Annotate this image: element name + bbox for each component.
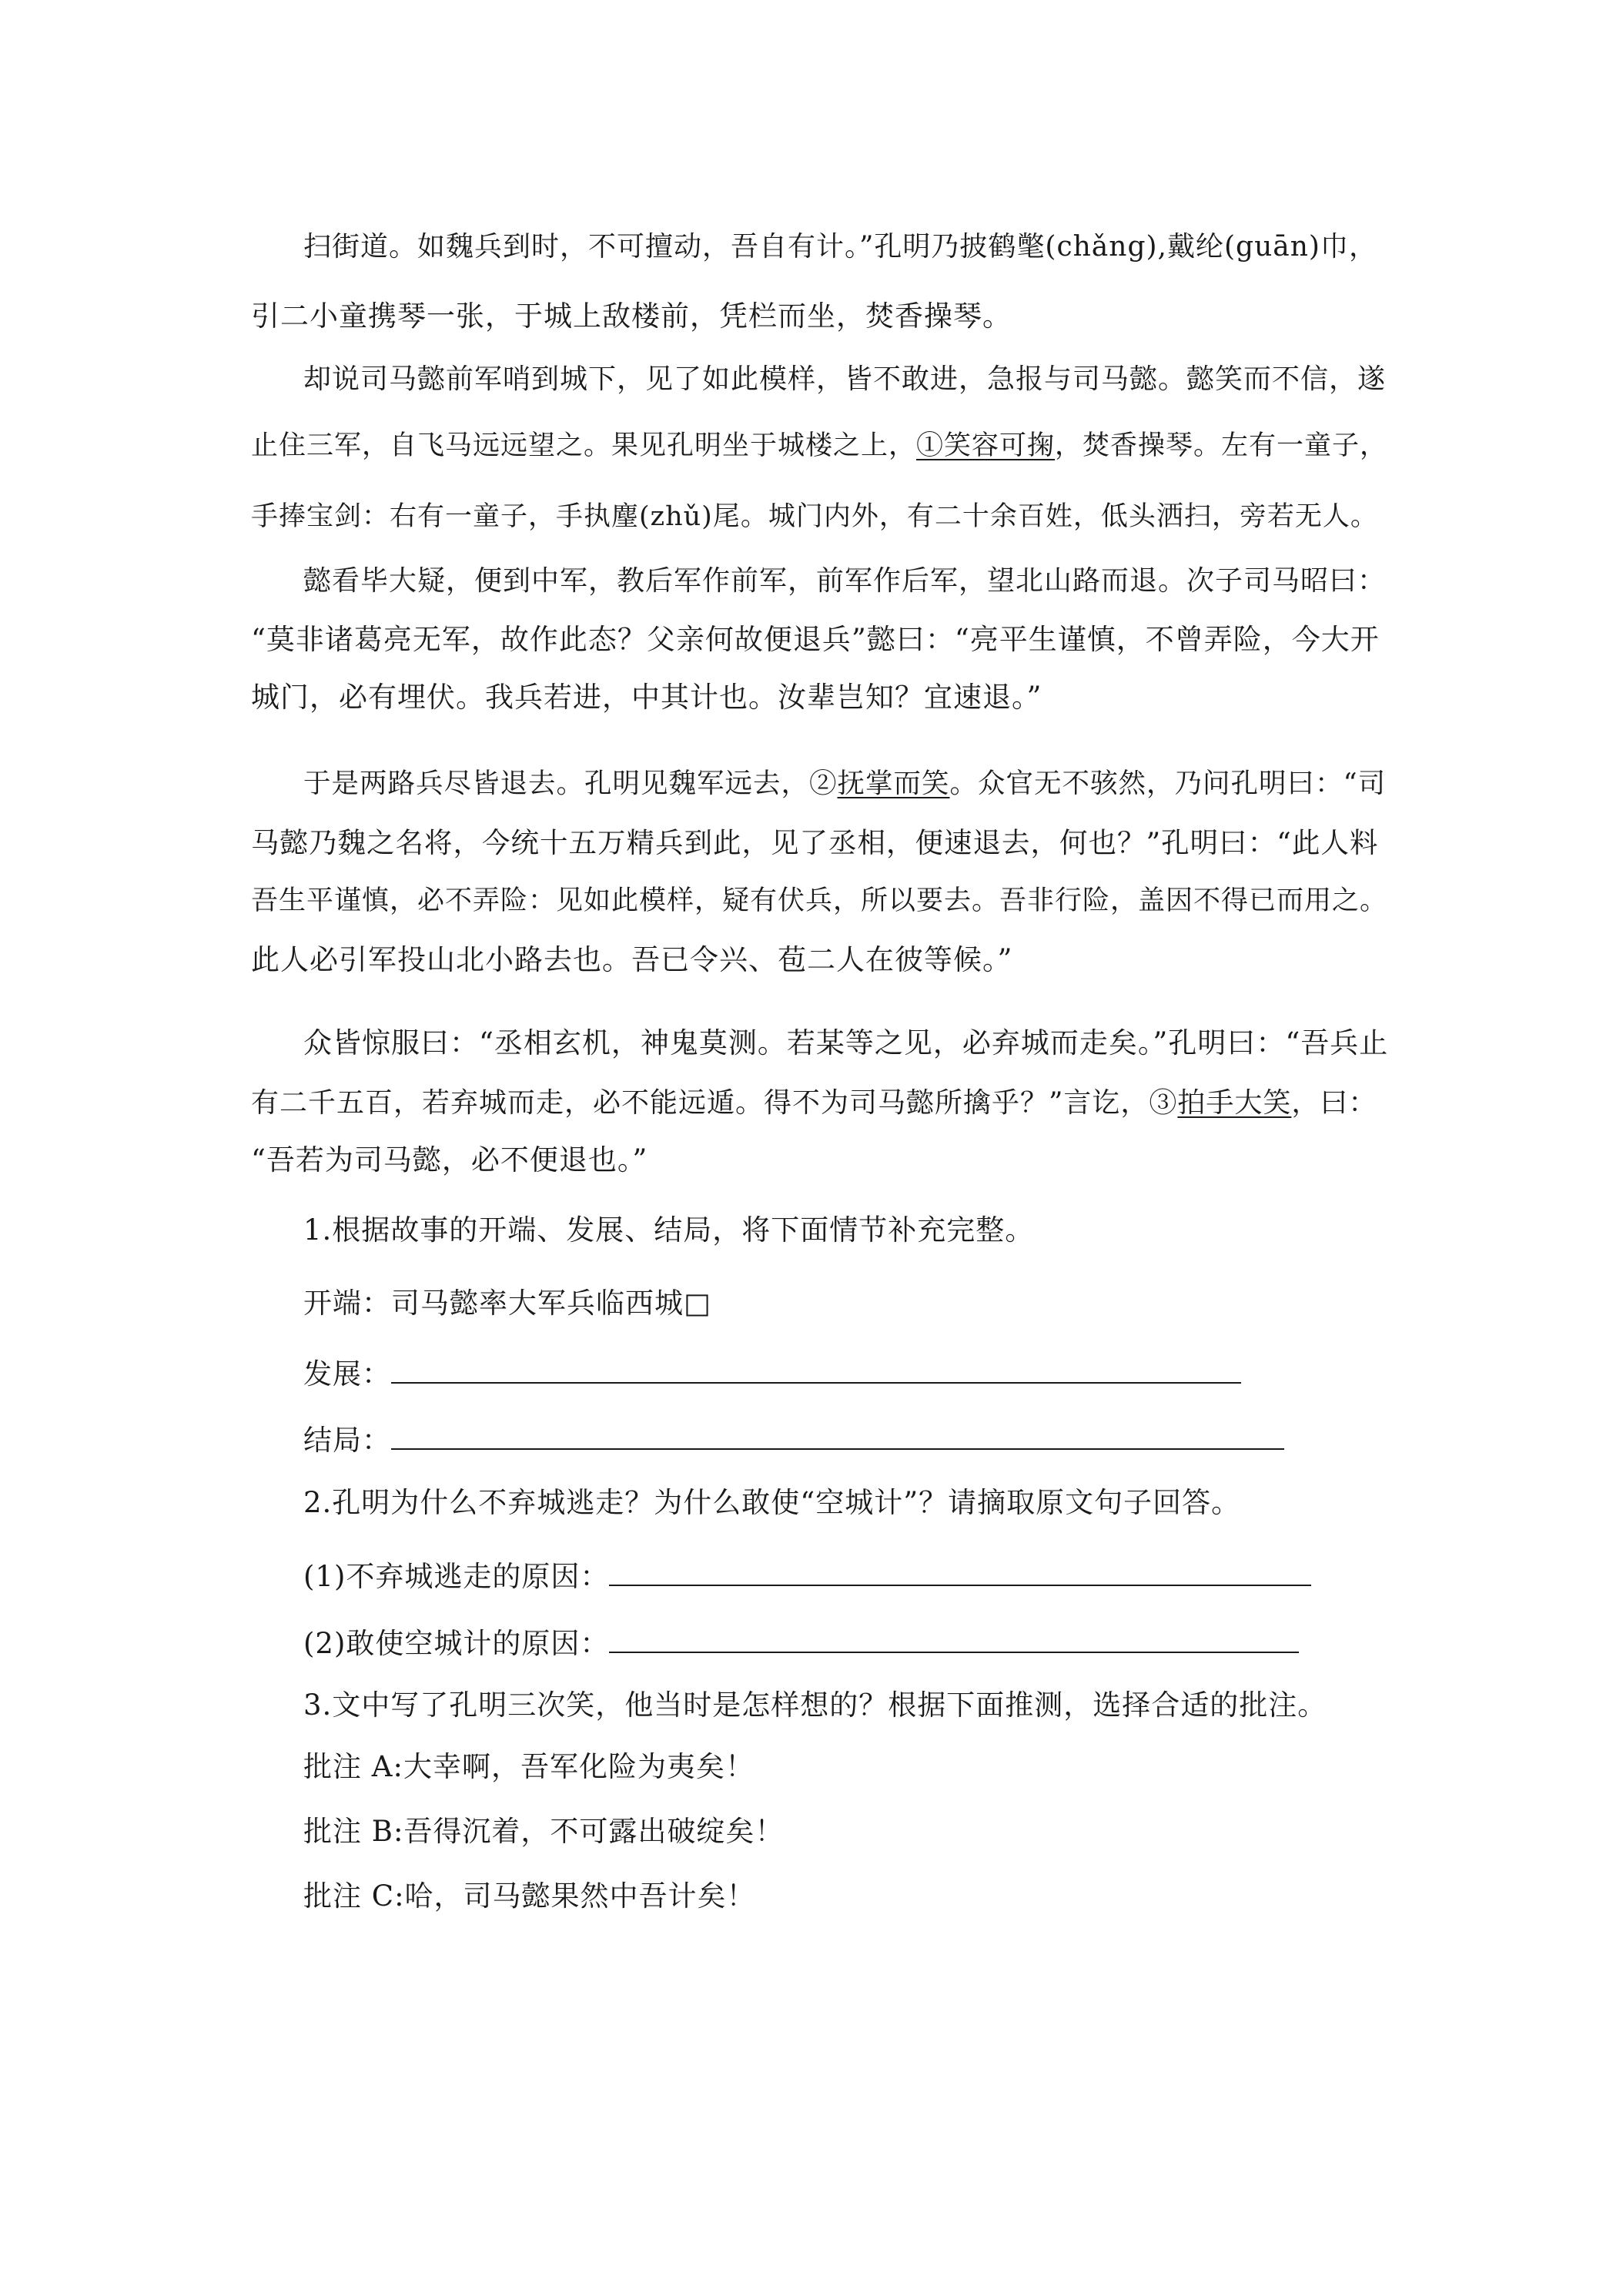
sub1-answer-blank[interactable] bbox=[609, 1561, 1311, 1586]
passage-line: 此人必引军投山北小路去也。吾已令兴、苞二人在彼等候。” bbox=[251, 943, 1013, 976]
sub2-label: (2)敢使空城计的原因： bbox=[303, 1627, 610, 1660]
development-answer-blank[interactable] bbox=[391, 1359, 1241, 1384]
question-1-development bbox=[303, 1357, 1241, 1392]
passage-line: 引二小童携琴一张，于城上敌楼前，凭栏而坐，焚香操琴。 bbox=[251, 300, 1012, 333]
sub2-answer-blank[interactable] bbox=[609, 1628, 1299, 1653]
passage-line bbox=[303, 766, 1386, 802]
passage-line: 众皆惊服曰：“丞相玄机，神鬼莫测。若某等之见，必弃城而走矣。”孔明曰：“吾兵止 bbox=[303, 1026, 1389, 1059]
passage-text: ，焚香操琴。左有一童子， bbox=[1055, 430, 1388, 461]
annotation-c: 批注 C:哈，司马懿果然中吾计矣！ bbox=[303, 1879, 756, 1913]
underlined-phrase-3: 拍手大笑 bbox=[1177, 1087, 1292, 1119]
passage-line: 马懿乃魏之名将，今统十五万精兵到此，见了丞相，便速退去，何也？”孔明曰：“此人料 bbox=[251, 826, 1379, 859]
passage-text: 止住三军，自飞马远远望之。果见孔明坐于城楼之上， bbox=[251, 430, 917, 461]
development-label: 发展： bbox=[303, 1357, 391, 1391]
question-2-sub2 bbox=[303, 1626, 1299, 1662]
passage-text: 有二千五百，若弃城而走，必不能远遁。得不为司马懿所擒乎？”言讫，③ bbox=[251, 1087, 1178, 1119]
passage-line: “莫非诸葛亮无军，故作此态？父亲何故便退兵”懿曰：“亮平生谨慎，不曾弄险，今大开 bbox=[251, 623, 1380, 656]
question-2-sub1 bbox=[303, 1559, 1311, 1595]
annotation-b: 批注 B:吾得沉着，不可露出破绽矣！ bbox=[303, 1815, 785, 1848]
question-3-prompt: 3.文中写了孔明三次笑，他当时是怎样想的？根据下面推测，选择合适的批注。 bbox=[303, 1689, 1327, 1722]
ending-answer-blank[interactable] bbox=[391, 1425, 1284, 1450]
underlined-phrase-2: 抚掌而笑 bbox=[837, 768, 950, 799]
passage-line: 却说司马懿前军哨到城下，见了如此模样，皆不敢进，急报与司马懿。懿笑而不信，遂 bbox=[303, 363, 1387, 395]
sub1-label: (1)不弃城逃走的原因： bbox=[303, 1560, 610, 1593]
question-1-opening: 开端：司马懿率大军兵临西城□ bbox=[303, 1287, 711, 1320]
passage-line: 城门，必有埋伏。我兵若进，中其计也。汝辈岂知？宜速退。” bbox=[251, 681, 1042, 714]
ending-label: 结局： bbox=[303, 1424, 391, 1457]
passage-text: 于是两路兵尽皆退去。孔明见魏军远去，② bbox=[303, 768, 838, 799]
question-1-prompt: 1.根据故事的开端、发展、结局，将下面情节补充完整。 bbox=[303, 1213, 1035, 1247]
passage-line: 懿看毕大疑，便到中军，教后军作前军，前军作后军，望北山路而退。次子司马昭曰： bbox=[303, 565, 1387, 597]
passage-line bbox=[251, 1086, 1377, 1121]
annotation-a: 批注 A:大幸啊，吾军化险为夷矣！ bbox=[303, 1750, 755, 1783]
passage-text: 。众官无不骇然，乃问孔明曰：“司 bbox=[949, 768, 1387, 799]
question-2-prompt: 2.孔明为什么不弃城逃走？为什么敢使“空城计”？请摘取原文句子回答。 bbox=[303, 1486, 1241, 1519]
passage-line: 扫街道。如魏兵到时，不可擅动，吾自有计。”孔明乃披鹤氅(chǎng),戴纶(guān)巾， bbox=[303, 231, 1377, 263]
passage-text: ，曰： bbox=[1291, 1087, 1377, 1119]
passage-line bbox=[251, 428, 1387, 464]
underlined-phrase-1: ①笑容可掬 bbox=[916, 430, 1056, 461]
question-1-ending bbox=[303, 1423, 1284, 1458]
passage-line: 手捧宝剑：右有一童子，手执麈(zhǔ)尾。城门内外，有二十余百姓，低头洒扫，旁若无人。 bbox=[251, 501, 1378, 532]
passage-line: 吾生平谨慎，必不弄险：见如此模样，疑有伏兵，所以要去。吾非行险，盖因不得已而用之。 bbox=[251, 885, 1388, 916]
passage-line: “吾若为司马懿，必不便退也。” bbox=[251, 1143, 648, 1176]
